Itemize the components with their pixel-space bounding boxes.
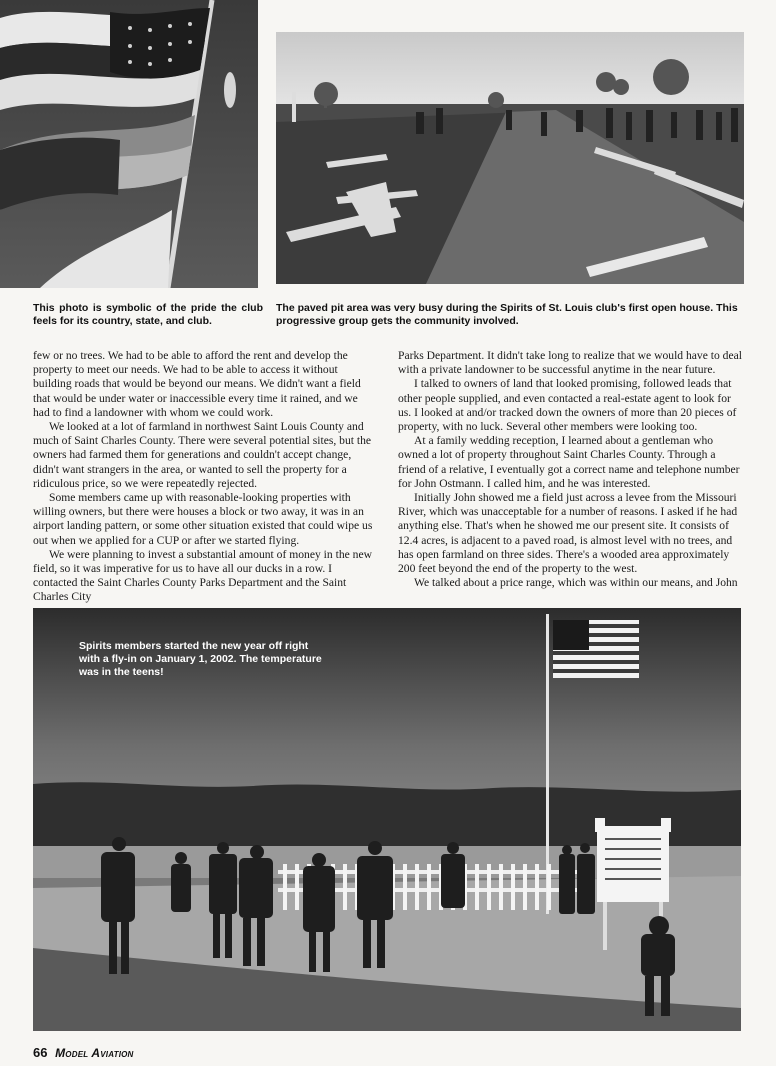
- article-paragraph: Parks Department. It didn't take long to realize that we would have to deal with a private landowner to be successful anytime in the near future.: [398, 349, 742, 377]
- article-column-right: [398, 349, 744, 590]
- article-paragraph: We talked about a price range, which was within our means, and John: [414, 576, 738, 590]
- flags-photo-caption: This photo is symbolic of the pride the club feels for its country, state, and club.: [33, 302, 263, 327]
- article-paragraph: Initially John showed me a field just across a levee from the Missouri River, which was unacceptable for a number of reasons. I asked if he had anything else. That's when he showed me our present site. It consists of 12.4 acres, is adjacent to a paved road, is almost level with no trees, and has open farmland on three sides. There's a wooded area approximately 200 feet beyond the end of the property to the west.: [398, 491, 738, 576]
- flags-photo: [0, 0, 258, 288]
- page-number: 66: [33, 1045, 48, 1060]
- article-paragraph: We were planning to invest a substantial amount of money in the new field, so it was imperative for us to have all our ducks in a row. I contacted the Saint Charles County Parks Department and the Saint Charles City: [33, 547, 372, 604]
- article-paragraph: I talked to owners of land that looked promising, followed leads that other people supplied, and even contacted a real-estate agent to look for us. I looked at and/or tracked down the owners of more than 20 pieces of property, with no luck. Several other members were looking too.: [398, 377, 737, 434]
- article-paragraph: few or no trees. We had to be able to afford the rent and develop the property to meet our needs. We had to be able to access it without building roads that would be beyond our means. We didn't want a field that would be under water or inaccessible every time it rained, and we had to find a landowner with whom we could work.: [33, 349, 361, 419]
- magazine-name: Model Aviation: [55, 1046, 134, 1060]
- pit-area-photo: [276, 32, 744, 284]
- article-paragraph: Some members came up with reasonable-looking properties with willing owners, but there were houses a block or two away, it was in an airport landing pattern, or some other situation existed that could wipe us out when we applied for a CUP or after we started flying.: [33, 491, 373, 547]
- pit-area-photo-caption: The paved pit area was very busy during the Spirits of St. Louis club's first open house. This progressive group gets the community involved.: [276, 302, 738, 327]
- new-year-flyin-caption: Spirits members started the new year off right with a fly-in on January 1, 2002. The temperature was in the teens!: [79, 640, 322, 678]
- article-column-left: [33, 349, 373, 605]
- article-paragraph: We looked at a lot of farmland in northwest Saint Louis County and much of Saint Charles County. There were several potential sites, but the owners had farmed them for generations and couldn't accept change, didn't want strangers in the area, or wanted to sell the property for a ridiculous price, so we were repeatedly rejected.: [33, 420, 372, 490]
- article-paragraph: At a family wedding reception, I learned about a gentleman who owned a lot of property throughout Saint Charles County. Through a friend of a relative, I eventually got a correct name and telephone number for John Ostmann. I called him, and he was interested.: [398, 434, 740, 490]
- page-footer: [33, 1045, 134, 1060]
